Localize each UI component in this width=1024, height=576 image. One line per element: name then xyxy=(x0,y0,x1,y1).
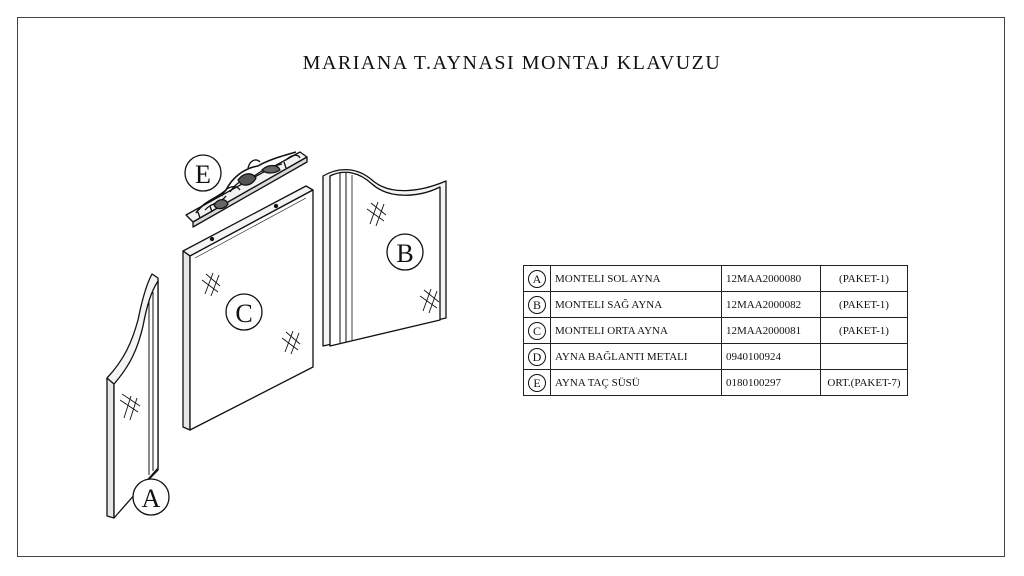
table-row xyxy=(524,266,908,292)
part-package: ORT.(PAKET-7) xyxy=(821,370,908,396)
part-package: (PAKET-1) xyxy=(821,266,908,292)
parts-table xyxy=(523,265,908,396)
part-package xyxy=(821,344,908,370)
part-letter-cell xyxy=(524,370,551,396)
part-letter-cell xyxy=(524,292,551,318)
part-letter: E xyxy=(528,374,546,392)
part-letter-cell xyxy=(524,318,551,344)
part-code: 12MAA2000082 xyxy=(722,292,821,318)
label-c-text: C xyxy=(235,299,253,328)
part-code: 0180100297 xyxy=(722,370,821,396)
label-b-text: B xyxy=(396,239,414,268)
part-name: MONTELI SAĞ AYNA xyxy=(551,292,722,318)
label-e-text: E xyxy=(195,160,211,189)
part-code: 12MAA2000080 xyxy=(722,266,821,292)
part-letter-cell xyxy=(524,266,551,292)
part-name: MONTELI ORTA AYNA xyxy=(551,318,722,344)
part-package: (PAKET-1) xyxy=(821,292,908,318)
part-letter: B xyxy=(528,296,546,314)
table-row xyxy=(524,370,908,396)
label-b xyxy=(387,234,423,270)
right-mirror-b xyxy=(323,170,446,346)
part-code: 0940100924 xyxy=(722,344,821,370)
table-row xyxy=(524,344,908,370)
label-c xyxy=(226,294,262,330)
part-letter: C xyxy=(528,322,546,340)
part-name: AYNA TAÇ SÜSÜ xyxy=(551,370,722,396)
part-name: AYNA BAĞLANTI METALI xyxy=(551,344,722,370)
page-title: MARIANA T.AYNASI MONTAJ KLAVUZU xyxy=(302,52,722,74)
table-row xyxy=(524,318,908,344)
table-row xyxy=(524,292,908,318)
label-e xyxy=(185,155,221,191)
part-letter-cell xyxy=(524,344,551,370)
label-a xyxy=(133,479,169,515)
part-package: (PAKET-1) xyxy=(821,318,908,344)
part-letter: A xyxy=(528,270,546,288)
part-name: MONTELI SOL AYNA xyxy=(551,266,722,292)
label-a-text: A xyxy=(141,484,161,513)
part-code: 12MAA2000081 xyxy=(722,318,821,344)
part-letter: D xyxy=(528,348,546,366)
